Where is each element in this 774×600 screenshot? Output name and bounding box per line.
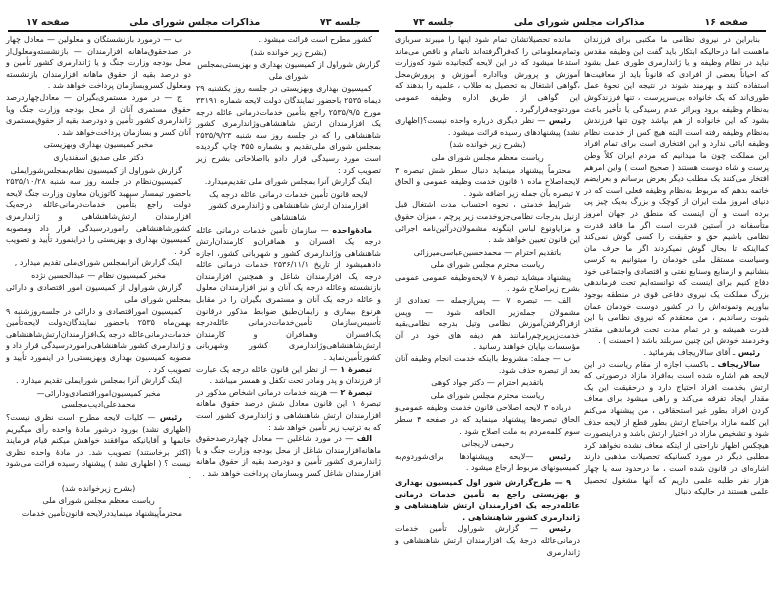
running-title: مذاکرات مجلس شورای ملی bbox=[513, 17, 645, 28]
speaker-name: رئیس bbox=[548, 116, 571, 126]
paragraph: اینک گزارش آنرا بمجلس شورای ملی تقدیم‌میدارد. bbox=[204, 177, 372, 187]
paragraph: اینک گزارش آنرابمجلس شورای‌ملی تقدیم میدارد , bbox=[14, 258, 182, 268]
paragraph: کشور مطرح است قرائت میشود . bbox=[258, 35, 372, 44]
paragraph: کمیسیون‌نظام در جلسه روز سه شنبه ۲۵۳۵/۱۰/۲۸ باحضور تیمسار سپهبد کاتوزیان معاون وزارت جنگ لایحه دولت راجع بتأمین خدمات‌درمانی‌عائله درجه‌یک افزارمندان ارتش‌شاهنشاهی و ژاندارمری کشورشاهنشاهی رامورد‌رسیدگی قرار داد ومصوبه کمیسیون بهداری و بهزیستی را دراینمورد تأیید و تصویب کرد . bbox=[6, 177, 191, 256]
text-column-left bbox=[6, 34, 191, 519]
paragraph: بنابراین در نیروی نظامی ما مکتبی برای فرزندان ماهست اما درحالیکه ابتکار باید گفت این وظیفه مقدس نباید در نظام وظیفه و یا ژاندارمری طوری عمل بشود که احیاناً بعضی از افرادی که قانوناً باید از معافیت‌ها استفاده کنند و بهرمند شوند در نتیجه این نحوهٔ عمل طوری‌اند که یک خانواده بی‌سرپرست ، تنها فرزندکوش به‌نظام وظیفه برود وبراثر عدم رسیدگی یا تأخیر باعث بشود که این خانواده از هم بپاشد چون تنها فرزندش به‌نظام وظیفه رفته است البته هیچ کس از خدمت نظام وظیفه ابائی ندارد و این افتخاری است برای تمام افراد این مملکت چون ما میدانیم که مردم ایران کلاً وطن پرست و شاه دوست هستند ( صحیح است ) واین امرهم افتخار می‌کنند یک مطلب دیگر بعرض برسانم و بعرایضم خاتمه بدهم که مربوط به‌نظام وظیفه فعلی است که در دنیای امروز ملت ایران از کوچک و بزرگ به‌یک چیز پی برده است و آن اینست که منطق در جهان امروز متأسفانه در آستین قدرت است اگر ما فاقد قدرت نظامی باشیم حق و حقیقت را کسی گوش نمی‌کند کمااینکه تا بحال گوش نمیکردند اگر ما حرف مان وسیاست مستقل ملی خودمان را میتوانیم به کرسی بنشانیم و ازمنابع وسنابع نفتی و اقتصادی واجتماعی خود دفاع کنیم برای اینست که توانسته‌ایم تحت فرماندهی بزرگ مملکت یک نیروی دفاعی قوی در منطقه بوجود بیاوریم وتمونه‌اش را در کشور دوست خودمان عمان بثبوت رساندیم ، من معتقدم که نیروی نظامی با این قدرت همیشه و در تمام مدت تحت فرماندهی مقتدر وخردمند خودش این چنین سربلند باشد ( احسنت ) . bbox=[584, 35, 769, 346]
speech-text: — کلیات لایحه مطرح است نظری نیست؟ (اظهاری نشد) بورود درشور مادهٔ واحده رأی میگیریم خانمها و آقایانیکه موافقند خواهش میکنم قیام فرمایند (اکثر برخاستند) تصویب شد. در مادهٔ واحده نظری نیست ؟ ( اظهاری نشد ) پیشنهاد رسیده قرائت می‌شود . bbox=[6, 413, 191, 480]
speech-text: — سازمان تأمین خدمات درمانی عائله درجه یک افسران و همافران‌و کارمندان‌ارتش شاهنشاهی وژاندارمری کشور و شهربانی کشور، اجازه دادهمیشود از تاریخ ۲۵۳۶/۱۱/۱ خدمات درمانی عائله درجه یک افزارمندان شاغل و همچنین افزارمندان بازنشسته وعائله درجه یک آنان و نیز افزارمندان معلول و عائله درجه یک آنان و مستمری بگیران را در مقابل هرنوع بیماری و زایمان‌طبق ضوابط مذکور درقانون تأسیس‌سازمان تأمین‌خدمات‌درمانی عائله‌درجه یک‌افسران وهمافران و کارمندان ارتش‌شاهنشاهی‌وژاندارمری کشور وشهربانی کشورتأمین‌نماید . bbox=[196, 225, 381, 363]
agenda-heading: ۹ — طرح‌گزارش شور اول کمیسیون بهداری و بهزیستی راجع به تأمین خدمات درمانی عائله‌درجه یک افزارمندان ارتش شاهنشاهی و ژاندارمری کشور شاهنشاهی . bbox=[395, 477, 580, 522]
centered-line: (بشرح زیرخوانده شد) bbox=[61, 483, 136, 493]
speaker-paragraph bbox=[196, 387, 381, 433]
speech-text: — در مورد شاغلین — معادل چهاردرصدحقوق ماهانه‌افزارمندان شاغل از محل بودجه وزارت جنگ و یا ژاندارمری کشور تأمین و دودرصد بقیه از حقوق ماهانه افزارمندان شاغل کسر وبسازمان پرداخت خواهد شد . bbox=[196, 434, 381, 478]
speech-text: — نظر دیگری درباره واحده نیست؟(اظهاری نشد) پیشنهادهای رسیده قرائت میشود . bbox=[395, 116, 580, 137]
speaker-paragraph bbox=[584, 359, 769, 498]
centered-line: (بشرح زیر خوانده شد) bbox=[449, 140, 526, 150]
centered-line: باتقدیم احترام — دکتر جواد کوهی bbox=[431, 378, 544, 388]
centered-line: دکتر علی صدیق اسفندیاری bbox=[53, 152, 144, 162]
speaker-name: مادهٔ‌واحده bbox=[332, 225, 372, 235]
speech-text: ـ باکسب اجازه از مقام ریاست در این لایحه هم اشاره شده است به‌افراد مازاد درصورتی که ارتش بخدمت افراد احتیاج دارد و درحقیقت این یک مقدار ایجاد تفرقه می‌کند و راهی میشود برای معاف کردن افراد بطور غیر استحقاقی ، من پیشنهاد می‌کنم این کلمه مازاد براحتیاج ارتش بطور قطع از لایحه حذف شود و تشخیص مازاد در اختیار ارتش باشد و دراینصورت هیچکس اظهار ناراحتی از اینکه معاف نشده نخواهد کرد مطلبی دیگر در مورد کسانیکه تحصیلات مذهبی دارند اشاره‌ای در قانون شده است ، ما درحدود سه یا چهار هزار نفر طلبه علمی داریم که آنها مشغول تحصیل علمی هستند در حالیکه دنبال bbox=[584, 359, 769, 497]
centered-line: ریاست معظم مجلس شورای ملی bbox=[42, 496, 155, 506]
centered-line: باتقدیم احترام — محمدحسین‌عباسی‌میرزائی bbox=[413, 247, 562, 257]
paragraph: گزارش شوراول از کمیسیون نظام‌بمجلس‌شورایملی bbox=[10, 165, 182, 175]
paragraph: محترماًپیشنهاد مینمایددرلایحه قانون‌تأمین خدمات bbox=[21, 508, 182, 518]
speech-text: — گزارش شوراول تأمین خدمات درمانی‌عائله درجهٔ یک افزارمندان ارتش شاهنشاهی و ژاندارمری bbox=[395, 524, 580, 557]
paragraph: ب — جمله: مشروط بااینکه خدمت انجام وظیفه آنان بعد از تبصره حذف شود. bbox=[395, 354, 580, 375]
centered-line: لایحه قانون تأمین خدمات درمانی عائله درجه یک افزارمندان ارتش شاهنشاهی و ژاندارمری کشور شاهنشاهی bbox=[208, 189, 369, 222]
speaker-paragraph bbox=[196, 433, 381, 479]
text-column-left bbox=[395, 34, 580, 558]
speaker-name: رئیس bbox=[159, 413, 182, 422]
speaker-paragraph bbox=[196, 364, 381, 387]
speaker-paragraph bbox=[395, 115, 580, 138]
paragraph: شرایط خدمتی ، نحوه احتساب مدت اشتغال قبل ازنیل بدرجات نظامی‌جزوخدمت زیر پرچم ، میزان حقوق و مزایاونوع لباس اینگونه مشمولان‌درآئین‌نامه اجرائی این قانون تعیین خواهد شد . bbox=[394, 200, 580, 245]
speech-text: — هزینه خدمات درمانی اشخاص مذکور در تبصرهٔ ۱ این قانون معادل شش درصد حقوق ماهانه افزارمندان ارتش شاهنشاهی و ژاندارمری کشور است که به ترتیب زیر تأمین خواهد شد : bbox=[196, 387, 381, 432]
page-number: صفحه ۱۷ bbox=[26, 17, 70, 28]
centered-line: ریاست معظم مجلس شورای ملی bbox=[431, 152, 544, 162]
text-column-right bbox=[196, 34, 381, 480]
speaker-paragraph bbox=[395, 451, 580, 474]
centered-line: رحیمی لاریجانی bbox=[461, 439, 514, 449]
page-header bbox=[395, 14, 766, 32]
text-column-right bbox=[584, 34, 769, 498]
paragraph: کمیسیون اموراقتصادی و دارائی در جلسه‌روزشنبه ۹ بهمن‌ماه ۲۵۳۵ باحضور نمایندگان‌دولت لایحه‌تأمین خدمات‌درمانی‌عائله درجه یک‌افزارمندان‌ارتش‌شاهنشاهی و ژاندارمری کشور شاهنشاهی‌رامورد‌رسیدگی قرار داد و مصوبه کمیسیون بهداری وبهزیستی‌را در اینمورد تأیید و تصویب کرد . bbox=[6, 306, 191, 374]
centered-line: ریاست محترم مجلس شورای ملی bbox=[430, 260, 545, 270]
speaker-paragraph bbox=[584, 347, 769, 359]
session-number: جلسه ۷۳ bbox=[319, 17, 361, 28]
paragraph: پیشنهاد میشاید تبصرهٔ ۷ لایحه‌وظیفه عمومی عمومی بشرح زیراصلاح شود . bbox=[395, 272, 580, 294]
speaker-name: الف bbox=[356, 434, 372, 444]
paragraph: الف — تبصره ۷ — پس‌ازجمله — تعدادی از مشمولان جمله‌زیر الحاقه شود — وپس ازفراگرفتن‌آموزش نظامی وتیل بدرجه نظامی‌بقیه خدمت‌زیرپرچم‌رامانند هم دیفه های خود در آن مؤسسات بپایان خواهند رسانید . bbox=[395, 296, 580, 352]
centered-line: (بشرح زیر خوانده شد) bbox=[250, 47, 327, 57]
right-page bbox=[387, 0, 774, 600]
centered-line: گزارش شوراول از کمیسیون بهداری و بهزیستی‌بمجلس شورای ملی bbox=[197, 60, 380, 81]
speaker-name: سالاریجاف bbox=[717, 359, 760, 369]
speaker-paragraph bbox=[395, 523, 580, 558]
page-header bbox=[8, 14, 379, 32]
paragraph: درباده ۳ لایحه اصلاحی قانون خدمت وظیفه عمومی‌و الحاق تبصره‌ها پیشنهاد مینماید که در صفحه ۴ سطر سوم کلمه‌مردم به ملت اصلاح شود . bbox=[395, 403, 580, 436]
paragraph: مانده تحصیلاتشان تمام شود اینها را میبرند سربازی وتمام‌معلوماتی را که‌فراگرفته‌اند ناتمام و ناقص می‌ماند استدعا میشود که در این لایحه گنجانیده شود که‌وزارت آموزش و پرورش وبا‌اداره آموزش و پرورش‌محل ،گواهی اشتغال به تحصیل به طلاب ، علمیه را بدهند که این گواهی از طریق اداره وظیفه عمومی موردتوجه‌قرارگیرد . bbox=[395, 35, 580, 114]
speech-text: —لایحه وپیشنهادها برای‌شوردوم‌به کمیسیونهای مربوط ارجاع میشود . bbox=[395, 451, 580, 473]
centered-line: ریاست محترم مجلس شورای ملی bbox=[430, 390, 545, 400]
paragraph: گزارش شوراول از کمیسیون امور اقتصادی و دارائی بمجلس شورای ملی bbox=[6, 283, 191, 305]
paragraph: ب — درمورد بازنشستگان و معلولین — معادل چهار در صدحقوق‌ماهانه افزارمندان — بازنشسته‌ومعلول‌از محل بودجه وزارت جنگ و یا ژاندارمری کشور تأمین و دو درصد بقیه از حقوق ماهانه افزارمندان بازنشسته ومعلول کسروبسازمان پرداخت خواهد شد . bbox=[6, 35, 191, 91]
speaker-name: تبصرهٔ ۱ bbox=[340, 364, 373, 374]
paragraph: محترماً پیشنهاد مینماید دنبال سطر شش تبصره ۳ لایحه‌اصلاح ماده ۱ قانون خدمت وظیفه عمومی و الحاق ۷ تبصره بآن جمله زیر اضافه شود . bbox=[395, 165, 580, 198]
paragraph: ج — در مورد مستمری‌بگیران — معادل‌چهاردرصد حقوق مستمری آنان از محل بودجه وزارت جنگ ویا ژاندارمری کشور تأمین و دودرصد بقیه از حقوق‌مستمری آنان کسر و بسازمان پرداخت‌خواهد شد . bbox=[6, 92, 191, 137]
speaker-paragraph bbox=[196, 225, 381, 364]
paragraph: کمیسیون بهداری وبهزیستی در جلسه روز یکشنبه ۲۹ دیماه ۲۵۳۵ باحضور نمایندگان دولت لایحه شماره ۳۳۱۹۱ مورخ ۲۵۳۵/۹/۵ راجع بتأمین خدمات‌درمانی عائله درجه یک افزارمندان ارتش شاهنشاهی‌وژاندارمری کشور شاهنشاهی را که در جلسه روز سه شنبه ۲۵۳۵/۹/۲۳ بمجلس شورای ملی‌تقدیم و بشماره ۴۵۵ چاپ گردیده است مورد رسیدگی قرار دادو بااصلاحاتی بشرح زیر تصویب کرد : bbox=[196, 84, 381, 175]
speech-text: — از نظر این قانون عائله درجه یک عبارت از فرزندان و پدر ومادر تحت تکفل و همسر میباشد . bbox=[196, 364, 381, 386]
running-title: مذاکرات مجلس شورای ملی bbox=[129, 17, 261, 28]
speaker-name: رئیس bbox=[548, 524, 571, 534]
session-number: جلسه ۷۳ bbox=[413, 17, 455, 28]
page-number: صفحه ۱۶ bbox=[704, 17, 748, 28]
centered-line: مخبر کمیسیون‌اموراقتصادی‌ودارائی— محمدعلی‌ادیب‌مجلسی bbox=[36, 388, 161, 410]
centered-line: مخبر کمیسیون بهداری وبهزیستی bbox=[43, 140, 154, 150]
speaker-paragraph bbox=[6, 412, 191, 482]
speaker-name: تبصرهٔ ۲ bbox=[340, 387, 372, 397]
speaker-name: رئیس bbox=[737, 348, 760, 358]
speech-text: ـ آقای سالاریجاف بفرمائید . bbox=[643, 348, 738, 358]
speaker-name: رئیس bbox=[548, 451, 571, 461]
centered-line: مخبر کمیسیون نظام — عبدالحسین نژده bbox=[31, 270, 166, 280]
paragraph: اینک گزارش آنرا بمجلس شورایملی تقدیم میدارد . bbox=[15, 376, 182, 386]
